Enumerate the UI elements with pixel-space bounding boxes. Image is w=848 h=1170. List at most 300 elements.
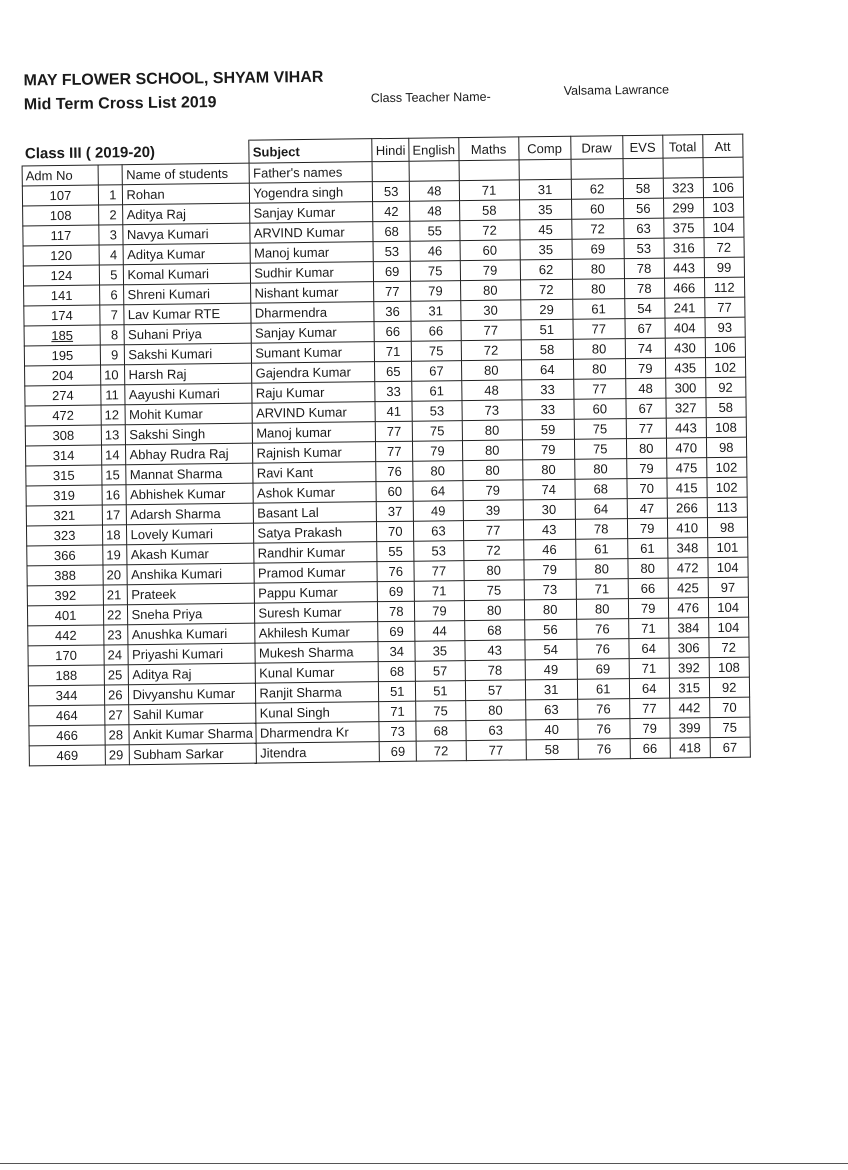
hindi-marks-cell: 33 <box>375 381 412 401</box>
comp-marks-cell: 30 <box>523 499 575 520</box>
serial-cell: 24 <box>104 645 129 665</box>
adm-no-header: Adm No <box>22 165 98 186</box>
father-name-cell: Akhilesh Kumar <box>255 622 378 644</box>
father-name-cell: Pappu Kumar <box>255 582 378 604</box>
father-name-cell: Pramod Kumar <box>254 562 377 584</box>
father-name-cell: Ashok Kumar <box>253 482 376 504</box>
comp-marks-cell: 31 <box>525 679 577 700</box>
evs-marks-cell: 79 <box>625 358 665 378</box>
evs-marks-cell: 78 <box>624 278 664 298</box>
comp-marks-cell: 31 <box>519 179 571 200</box>
student-name-cell: Mannat Sharma <box>126 463 253 485</box>
student-name-cell: Sneha Priya <box>128 603 255 625</box>
evs-marks-cell: 79 <box>627 518 667 538</box>
hindi-marks-cell: 60 <box>376 481 413 501</box>
maths-marks-cell: 80 <box>460 280 520 301</box>
father-name-cell: Dharmendra Kr <box>256 722 379 744</box>
english-marks-cell: 79 <box>411 281 461 302</box>
teacher-label: Class Teacher Name- <box>370 89 491 106</box>
adm-no-cell: 315 <box>26 465 102 486</box>
maths-marks-cell: 79 <box>460 260 520 281</box>
serial-cell: 17 <box>102 505 127 525</box>
subject-evs: EVS <box>622 135 662 158</box>
evs-marks-cell: 71 <box>628 618 668 638</box>
evs-marks-cell: 79 <box>630 718 670 738</box>
hindi-marks-cell: 76 <box>376 461 413 481</box>
father-name-cell: Jitendra <box>257 742 380 764</box>
draw-marks-cell: 61 <box>572 299 624 320</box>
adm-no-cell: 120 <box>23 245 99 266</box>
english-marks-cell: 51 <box>415 681 465 702</box>
maths-marks-cell: 72 <box>463 540 523 561</box>
adm-no-cell: 170 <box>28 645 104 666</box>
serial-cell: 20 <box>103 565 128 585</box>
hindi-marks-cell: 73 <box>379 721 416 741</box>
total-marks-cell: 443 <box>664 258 704 278</box>
draw-marks-cell: 77 <box>573 379 625 400</box>
serial-cell: 1 <box>98 185 123 205</box>
student-name-cell: Lovely Kumari <box>127 523 254 545</box>
maths-marks-cell: 72 <box>461 340 521 361</box>
total-marks-cell: 410 <box>667 518 707 538</box>
father-name-cell: Suresh Kumar <box>255 602 378 624</box>
english-marks-cell: 44 <box>415 621 465 642</box>
draw-marks-cell: 71 <box>576 579 628 600</box>
english-marks-cell: 64 <box>413 481 463 502</box>
evs-marks-cell: 67 <box>625 318 665 338</box>
student-name-cell: Akash Kumar <box>127 543 254 565</box>
father-name-cell: Kunal Kumar <box>256 662 379 684</box>
father-name-cell: ARVIND Kumar <box>250 222 373 244</box>
attendance-cell: 108 <box>706 417 746 437</box>
english-marks-cell: 79 <box>414 601 464 622</box>
total-marks-cell: 375 <box>663 218 703 238</box>
father-name-cell: Ravi Kant <box>253 462 376 484</box>
english-marks-cell: 48 <box>409 181 459 202</box>
father-name-cell: Manoj kumar <box>253 422 376 444</box>
attendance-cell: 113 <box>707 497 747 517</box>
maths-marks-cell: 79 <box>463 480 523 501</box>
draw-marks-cell: 80 <box>573 359 625 380</box>
draw-marks-cell: 62 <box>571 179 623 200</box>
father-name-cell: Mukesh Sharma <box>255 642 378 664</box>
student-name-cell: Abhay Rudra Raj <box>126 443 253 465</box>
draw-marks-cell: 64 <box>575 499 627 520</box>
adm-no-cell: 185 <box>24 325 100 346</box>
subject-english: English <box>409 138 459 162</box>
evs-marks-cell: 71 <box>629 658 669 678</box>
evs-marks-cell: 80 <box>626 438 666 458</box>
adm-no-cell: 204 <box>25 365 101 386</box>
attendance-cell: 103 <box>703 197 743 217</box>
total-marks-cell: 306 <box>669 638 709 658</box>
subject-att: Att <box>702 134 742 157</box>
father-name-cell: Kunal Singh <box>256 702 379 724</box>
maths-marks-cell: 77 <box>461 320 521 341</box>
adm-no-cell: 108 <box>23 205 99 226</box>
total-marks-cell: 418 <box>670 738 710 758</box>
hindi-marks-cell: 68 <box>379 661 416 681</box>
total-marks-cell: 316 <box>664 238 704 258</box>
hindi-marks-cell: 78 <box>378 601 415 621</box>
maths-marks-cell: 78 <box>465 660 525 681</box>
empty-header-cell <box>623 158 663 178</box>
evs-marks-cell: 79 <box>628 598 668 618</box>
total-marks-cell: 323 <box>663 178 703 198</box>
maths-marks-cell: 80 <box>465 700 525 721</box>
english-marks-cell: 49 <box>413 501 463 522</box>
student-name-cell: Harsh Raj <box>125 363 252 385</box>
father-name-cell: Sumant Kumar <box>252 342 375 364</box>
draw-marks-cell: 76 <box>577 639 629 660</box>
attendance-cell: 99 <box>704 257 744 277</box>
student-name-cell: Aditya Kumar <box>124 243 251 265</box>
draw-marks-cell: 76 <box>577 699 629 720</box>
attendance-cell: 108 <box>709 657 749 677</box>
student-name-cell: Aayushi Kumari <box>125 383 252 405</box>
adm-no-cell: 117 <box>23 225 99 246</box>
student-name-cell: Sahil Kumar <box>129 703 256 725</box>
father-name-cell: Raju Kumar <box>252 382 375 404</box>
exam-title: Mid Term Cross List 2019 <box>23 94 217 114</box>
student-name-cell: Abhishek Kumar <box>126 483 253 505</box>
attendance-cell: 102 <box>706 457 746 477</box>
draw-marks-cell: 69 <box>572 239 624 260</box>
attendance-cell: 77 <box>704 297 744 317</box>
empty-header-cell <box>663 158 703 178</box>
empty-header-cell <box>409 161 459 182</box>
hindi-marks-cell: 77 <box>376 421 413 441</box>
evs-marks-cell: 63 <box>623 218 663 238</box>
serial-cell: 25 <box>104 665 129 685</box>
comp-marks-cell: 62 <box>520 259 572 280</box>
total-marks-cell: 399 <box>670 718 710 738</box>
hindi-marks-cell: 70 <box>377 521 414 541</box>
father-name-cell: Sanjay Kumar <box>250 202 373 224</box>
evs-marks-cell: 47 <box>627 498 667 518</box>
draw-marks-cell: 80 <box>573 339 625 360</box>
teacher-name: Valsama Lawrance <box>563 82 670 98</box>
hindi-marks-cell: 69 <box>374 261 411 281</box>
student-name-cell: Anshika Kumari <box>127 563 254 585</box>
student-name-cell: Shreni Kumari <box>124 283 251 305</box>
english-marks-cell: 67 <box>412 361 462 382</box>
english-marks-cell: 46 <box>410 241 460 262</box>
hindi-marks-cell: 41 <box>375 401 412 421</box>
draw-marks-cell: 76 <box>576 619 628 640</box>
father-name-cell: Dharmendra <box>251 302 374 324</box>
serial-cell: 7 <box>100 305 125 325</box>
serial-cell: 3 <box>99 225 124 245</box>
total-marks-cell: 430 <box>665 338 705 358</box>
comp-marks-cell: 58 <box>526 739 578 760</box>
serial-cell: 2 <box>99 205 124 225</box>
total-marks-cell: 384 <box>668 618 708 638</box>
attendance-cell: 104 <box>708 617 748 637</box>
english-marks-cell: 68 <box>416 721 466 742</box>
empty-header-cell <box>519 159 571 180</box>
draw-marks-cell: 80 <box>572 259 624 280</box>
evs-marks-cell: 78 <box>624 258 664 278</box>
english-marks-cell: 75 <box>411 341 461 362</box>
serial-cell: 5 <box>99 265 124 285</box>
hindi-marks-cell: 68 <box>373 221 410 241</box>
hindi-marks-cell: 65 <box>375 361 412 381</box>
maths-marks-cell: 60 <box>460 240 520 261</box>
hindi-marks-cell: 71 <box>375 341 412 361</box>
student-name-cell: Aditya Raj <box>123 203 250 225</box>
english-marks-cell: 35 <box>415 641 465 662</box>
draw-marks-cell: 61 <box>577 679 629 700</box>
comp-marks-cell: 72 <box>520 279 572 300</box>
total-marks-cell: 475 <box>666 458 706 478</box>
adm-no-cell: 319 <box>26 485 102 506</box>
serial-cell: 23 <box>104 625 129 645</box>
total-marks-cell: 442 <box>669 698 709 718</box>
comp-marks-cell: 33 <box>521 379 573 400</box>
attendance-cell: 72 <box>709 637 749 657</box>
evs-marks-cell: 80 <box>628 558 668 578</box>
adm-no-cell: 469 <box>29 745 105 766</box>
draw-marks-cell: 78 <box>575 519 627 540</box>
father-name-cell: Randhir Kumar <box>254 542 377 564</box>
subject-comp: Comp <box>518 136 570 160</box>
student-name-cell: Rohan <box>123 183 250 205</box>
serial-cell: 21 <box>103 585 128 605</box>
maths-marks-cell: 57 <box>465 680 525 701</box>
draw-marks-cell: 60 <box>571 199 623 220</box>
empty-header-cell <box>372 161 409 181</box>
comp-marks-cell: 79 <box>524 559 576 580</box>
adm-no-cell: 401 <box>27 605 103 626</box>
maths-marks-cell: 80 <box>464 560 524 581</box>
draw-marks-cell: 80 <box>574 459 626 480</box>
attendance-cell: 70 <box>709 697 749 717</box>
attendance-cell: 98 <box>706 437 746 457</box>
comp-marks-cell: 73 <box>524 579 576 600</box>
total-marks-cell: 435 <box>665 358 705 378</box>
father-name-header: Father's names <box>249 162 372 184</box>
father-name-cell: Sudhir Kumar <box>251 262 374 284</box>
comp-marks-cell: 58 <box>521 339 573 360</box>
evs-marks-cell: 79 <box>626 458 666 478</box>
draw-marks-cell: 68 <box>575 479 627 500</box>
serial-cell: 22 <box>103 605 128 625</box>
maths-marks-cell: 77 <box>463 520 523 541</box>
maths-marks-cell: 72 <box>459 220 519 241</box>
english-marks-cell: 57 <box>415 661 465 682</box>
sr-header <box>98 165 123 185</box>
maths-marks-cell: 63 <box>466 720 526 741</box>
student-name-cell: Anushka Kumari <box>128 623 255 645</box>
father-name-cell: Rajnish Kumar <box>253 442 376 464</box>
evs-marks-cell: 66 <box>630 738 670 758</box>
maths-marks-cell: 80 <box>462 440 522 461</box>
evs-marks-cell: 66 <box>628 578 668 598</box>
total-marks-cell: 443 <box>666 418 706 438</box>
father-name-cell: ARVIND Kumar <box>252 402 375 424</box>
attendance-cell: 102 <box>705 357 745 377</box>
english-marks-cell: 75 <box>412 421 462 442</box>
subject-total: Total <box>662 135 702 158</box>
evs-marks-cell: 67 <box>626 398 666 418</box>
evs-marks-cell: 74 <box>625 338 665 358</box>
student-name-header: Name of students <box>123 163 250 185</box>
english-marks-cell: 63 <box>413 521 463 542</box>
father-name-cell: Satya Prakash <box>254 522 377 544</box>
comp-marks-cell: 56 <box>524 619 576 640</box>
hindi-marks-cell: 53 <box>373 241 410 261</box>
attendance-cell: 97 <box>708 577 748 597</box>
attendance-cell: 58 <box>706 397 746 417</box>
serial-cell: 28 <box>105 725 130 745</box>
english-marks-cell: 66 <box>411 321 461 342</box>
empty-header-cell <box>459 160 519 181</box>
comp-marks-cell: 63 <box>525 699 577 720</box>
attendance-cell: 112 <box>704 277 744 297</box>
draw-marks-cell: 76 <box>578 719 630 740</box>
serial-cell: 8 <box>100 325 125 345</box>
draw-marks-cell: 80 <box>572 279 624 300</box>
hindi-marks-cell: 76 <box>377 561 414 581</box>
class-label: Class III ( 2019-20) <box>24 144 156 163</box>
total-marks-cell: 300 <box>665 378 705 398</box>
draw-marks-cell: 80 <box>576 559 628 580</box>
adm-no-cell: 466 <box>29 725 105 746</box>
father-name-cell: Gajendra Kumar <box>252 362 375 384</box>
hindi-marks-cell: 69 <box>380 741 417 761</box>
hindi-marks-cell: 66 <box>374 321 411 341</box>
total-marks-cell: 415 <box>667 478 707 498</box>
attendance-cell: 104 <box>708 557 748 577</box>
student-name-cell: Ankit Kumar Sharma <box>129 723 256 745</box>
student-name-cell: Sakshi Kumari <box>125 343 252 365</box>
draw-marks-cell: 75 <box>574 419 626 440</box>
student-name-cell: Subham Sarkar <box>130 743 257 765</box>
hindi-marks-cell: 51 <box>379 681 416 701</box>
comp-marks-cell: 40 <box>526 719 578 740</box>
hindi-marks-cell: 55 <box>377 541 414 561</box>
english-marks-cell: 75 <box>410 261 460 282</box>
english-marks-cell: 75 <box>416 701 466 722</box>
comp-marks-cell: 43 <box>523 519 575 540</box>
class-label-cell <box>22 140 250 166</box>
adm-no-cell: 141 <box>24 285 100 306</box>
serial-cell: 4 <box>99 245 124 265</box>
evs-marks-cell: 53 <box>624 238 664 258</box>
subject-hindi: Hindi <box>372 138 409 161</box>
english-marks-cell: 77 <box>414 561 464 582</box>
comp-marks-cell: 64 <box>521 359 573 380</box>
comp-marks-cell: 74 <box>523 479 575 500</box>
serial-cell: 11 <box>101 385 126 405</box>
attendance-cell: 93 <box>705 317 745 337</box>
hindi-marks-cell: 69 <box>378 621 415 641</box>
student-name-cell: Navya Kumari <box>123 223 250 245</box>
comp-marks-cell: 46 <box>523 539 575 560</box>
hindi-marks-cell: 42 <box>373 201 410 221</box>
maths-marks-cell: 48 <box>461 380 521 401</box>
total-marks-cell: 266 <box>667 498 707 518</box>
attendance-cell: 102 <box>707 477 747 497</box>
father-name-cell: Nishant kumar <box>251 282 374 304</box>
english-marks-cell: 71 <box>414 581 464 602</box>
total-marks-cell: 299 <box>663 198 703 218</box>
maths-marks-cell: 68 <box>464 620 524 641</box>
attendance-cell: 92 <box>705 377 745 397</box>
comp-marks-cell: 33 <box>522 399 574 420</box>
hindi-marks-cell: 69 <box>378 581 415 601</box>
english-marks-cell: 79 <box>413 441 463 462</box>
adm-no-cell: 274 <box>25 385 101 406</box>
subject-draw: Draw <box>570 136 622 160</box>
total-marks-cell: 470 <box>666 438 706 458</box>
student-name-cell: Prateek <box>128 583 255 605</box>
evs-marks-cell: 77 <box>629 698 669 718</box>
english-marks-cell: 55 <box>410 221 460 242</box>
attendance-cell: 106 <box>705 337 745 357</box>
scan-edge-line <box>0 1163 848 1164</box>
maths-marks-cell: 71 <box>459 180 519 201</box>
comp-marks-cell: 49 <box>525 659 577 680</box>
hindi-marks-cell: 53 <box>373 181 410 201</box>
draw-marks-cell: 69 <box>577 659 629 680</box>
total-marks-cell: 472 <box>668 558 708 578</box>
attendance-cell: 106 <box>703 177 743 197</box>
draw-marks-cell: 75 <box>574 439 626 460</box>
english-marks-cell: 72 <box>416 741 466 762</box>
comp-marks-cell: 80 <box>522 459 574 480</box>
serial-cell: 15 <box>102 465 127 485</box>
serial-cell: 19 <box>103 545 128 565</box>
adm-no-cell: 366 <box>27 545 103 566</box>
total-marks-cell: 476 <box>668 598 708 618</box>
adm-no-cell: 308 <box>25 425 101 446</box>
student-name-cell: Sakshi Singh <box>126 423 253 445</box>
adm-no-cell: 472 <box>25 405 101 426</box>
student-name-cell: Divyanshu Kumar <box>129 683 256 705</box>
maths-marks-cell: 80 <box>461 360 521 381</box>
serial-cell: 14 <box>101 445 126 465</box>
attendance-cell: 104 <box>703 217 743 237</box>
total-marks-cell: 327 <box>666 398 706 418</box>
evs-marks-cell: 56 <box>623 198 663 218</box>
total-marks-cell: 241 <box>664 298 704 318</box>
draw-marks-cell: 72 <box>571 219 623 240</box>
comp-marks-cell: 54 <box>525 639 577 660</box>
adm-no-cell: 388 <box>27 565 103 586</box>
serial-cell: 10 <box>101 365 126 385</box>
student-name-cell: Adarsh Sharma <box>127 503 254 525</box>
serial-cell: 13 <box>101 425 126 445</box>
total-marks-cell: 392 <box>669 658 709 678</box>
student-name-cell: Aditya Raj <box>129 663 256 685</box>
total-marks-cell: 348 <box>667 538 707 558</box>
english-marks-cell: 61 <box>412 381 462 402</box>
adm-no-cell: 323 <box>26 525 102 546</box>
english-marks-cell: 80 <box>413 461 463 482</box>
draw-marks-cell: 76 <box>578 739 630 760</box>
adm-no-cell: 464 <box>29 705 105 726</box>
maths-marks-cell: 75 <box>464 580 524 601</box>
english-marks-cell: 31 <box>411 301 461 322</box>
adm-no-cell: 124 <box>23 265 99 286</box>
attendance-cell: 92 <box>709 677 749 697</box>
adm-no-cell: 107 <box>22 185 98 206</box>
subject-label: Subject <box>249 139 372 164</box>
draw-marks-cell: 61 <box>575 539 627 560</box>
adm-no-cell: 344 <box>28 685 104 706</box>
